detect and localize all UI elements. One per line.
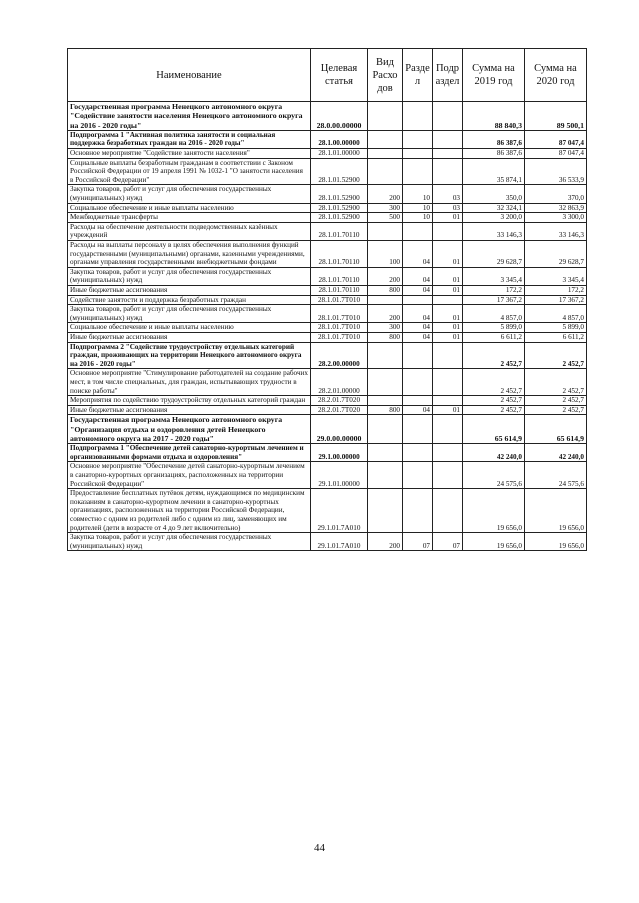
row-sum-2019: 2 452,7	[463, 405, 525, 415]
row-kind: 800	[368, 405, 403, 415]
row-sum-2019: 24 575,6	[463, 462, 525, 489]
header-name: Наименование	[68, 49, 311, 102]
row-sum-2020: 5 899,0	[525, 323, 587, 333]
row-section: 10	[403, 203, 433, 213]
row-target-code: 28.2.01.00000	[311, 369, 368, 396]
row-sum-2019: 33 146,3	[463, 222, 525, 240]
row-subsection	[433, 369, 463, 396]
row-name: Закупка товаров, работ и услуг для обеспечения государственных (муниципальных) нужд	[68, 533, 311, 551]
row-target-code: 28.1.01.7Т010	[311, 295, 368, 305]
row-sum-2019: 29 628,7	[463, 241, 525, 268]
row-sum-2019: 35 874,1	[463, 158, 525, 185]
row-name: Социальное обеспечение и иные выплаты населению	[68, 323, 311, 333]
row-sum-2019: 19 656,0	[463, 533, 525, 551]
row-section	[403, 415, 433, 444]
row-section	[403, 130, 433, 148]
row-target-code: 29.1.01.7А010	[311, 489, 368, 533]
table-row	[68, 267, 587, 285]
row-sum-2019: 6 611,2	[463, 332, 525, 342]
table-row	[68, 462, 587, 489]
row-sum-2019: 32 324,1	[463, 203, 525, 213]
row-sum-2019: 86 387,6	[463, 149, 525, 159]
table-row	[68, 130, 587, 148]
row-kind: 200	[368, 185, 403, 203]
table-row	[68, 342, 587, 369]
row-kind	[368, 462, 403, 489]
row-kind: 100	[368, 241, 403, 268]
row-subsection	[433, 130, 463, 148]
row-subsection	[433, 444, 463, 462]
row-target-code: 29.1.00.00000	[311, 444, 368, 462]
row-section: 04	[403, 267, 433, 285]
row-kind	[368, 444, 403, 462]
row-name: Закупка товаров, работ и услуг для обеспечения государственных (муниципальных) нужд	[68, 267, 311, 285]
row-name: Иные бюджетные ассигнования	[68, 332, 311, 342]
row-sum-2020: 87 047,4	[525, 149, 587, 159]
row-sum-2019: 17 367,2	[463, 295, 525, 305]
row-sum-2019: 2 452,7	[463, 342, 525, 369]
row-sum-2019: 350,0	[463, 185, 525, 203]
row-section	[403, 342, 433, 369]
row-kind: 200	[368, 267, 403, 285]
row-subsection: 01	[433, 241, 463, 268]
row-name: Подпрограмма 1 "Активная политика занятости и социальная поддержка безработных граждан на 2016 - 2020 годы"	[68, 130, 311, 148]
row-kind: 300	[368, 323, 403, 333]
row-section	[403, 462, 433, 489]
row-target-code: 28.1.01.70110	[311, 267, 368, 285]
row-subsection	[433, 102, 463, 131]
row-section: 07	[403, 533, 433, 551]
row-name: Подпрограмма 1 "Обеспечение детей санаторно-курортным лечением и организованными формами отдыха и оздоровления"	[68, 444, 311, 462]
row-sum-2019: 19 656,0	[463, 489, 525, 533]
table-row	[68, 369, 587, 396]
row-subsection: 03	[433, 185, 463, 203]
row-target-code: 28.1.01.52900	[311, 185, 368, 203]
row-name: Социальные выплаты безработным гражданам в соответствии с Законом Российской Федерации от 19 апреля 1991 № 1032-1 "О занятости населения в Российской Федерации"	[68, 158, 311, 185]
row-target-code: 28.1.01.70110	[311, 241, 368, 268]
row-target-code: 28.2.01.7Т020	[311, 396, 368, 406]
row-sum-2020: 2 452,7	[525, 396, 587, 406]
header-sum-2020: Сумма на 2020 год	[525, 49, 587, 102]
row-sum-2020: 17 367,2	[525, 295, 587, 305]
table-row	[68, 295, 587, 305]
row-sum-2020: 2 452,7	[525, 342, 587, 369]
row-sum-2019: 172,2	[463, 285, 525, 295]
page-number: 44	[314, 842, 325, 854]
table-row	[68, 185, 587, 203]
row-target-code: 28.0.00.00000	[311, 102, 368, 131]
row-name: Основное мероприятие "Содействие занятости населения"	[68, 149, 311, 159]
row-subsection: 01	[433, 285, 463, 295]
row-subsection: 01	[433, 305, 463, 323]
row-kind: 800	[368, 332, 403, 342]
table-header-row	[68, 49, 587, 102]
row-subsection	[433, 158, 463, 185]
row-target-code: 28.1.01.7Т010	[311, 332, 368, 342]
row-subsection	[433, 295, 463, 305]
row-subsection	[433, 222, 463, 240]
row-section	[403, 489, 433, 533]
row-target-code: 28.1.01.52900	[311, 158, 368, 185]
table-row	[68, 222, 587, 240]
table-row	[68, 305, 587, 323]
table-row	[68, 533, 587, 551]
row-sum-2020: 32 863,9	[525, 203, 587, 213]
row-kind	[368, 158, 403, 185]
row-subsection: 01	[433, 323, 463, 333]
row-sum-2019: 4 857,0	[463, 305, 525, 323]
row-sum-2019: 3 200,0	[463, 213, 525, 223]
row-kind: 500	[368, 213, 403, 223]
table-row	[68, 102, 587, 131]
row-target-code: 28.1.01.7Т010	[311, 323, 368, 333]
row-section	[403, 158, 433, 185]
row-kind	[368, 489, 403, 533]
row-target-code: 28.1.01.70110	[311, 285, 368, 295]
header-target: Целевая статья	[311, 49, 368, 102]
table-row	[68, 489, 587, 533]
row-section: 10	[403, 213, 433, 223]
row-sum-2020: 3 300,0	[525, 213, 587, 223]
row-target-code: 28.1.00.00000	[311, 130, 368, 148]
row-target-code: 28.1.01.52900	[311, 213, 368, 223]
row-subsection: 01	[433, 405, 463, 415]
table-row	[68, 405, 587, 415]
row-sum-2020: 33 146,3	[525, 222, 587, 240]
row-section: 10	[403, 185, 433, 203]
row-sum-2020: 65 614,9	[525, 415, 587, 444]
row-sum-2020: 3 345,4	[525, 267, 587, 285]
row-sum-2020: 4 857,0	[525, 305, 587, 323]
row-kind: 200	[368, 533, 403, 551]
row-sum-2020: 172,2	[525, 285, 587, 295]
row-name: Расходы на выплаты персоналу в целях обеспечения выполнения функций государственными (муниципальными) органами, казенными учреждениями, органами управления государственными внебюджетными фондами	[68, 241, 311, 268]
header-kind: Вид Расхо дов	[368, 49, 403, 102]
row-subsection: 03	[433, 203, 463, 213]
table-row	[68, 149, 587, 159]
table-row	[68, 203, 587, 213]
table-row	[68, 285, 587, 295]
budget-table	[67, 48, 587, 551]
row-target-code: 28.1.01.52900	[311, 203, 368, 213]
row-sum-2020: 370,0	[525, 185, 587, 203]
header-sum-2019: Сумма на 2019 год	[463, 49, 525, 102]
table-row	[68, 213, 587, 223]
row-name: Иные бюджетные ассигнования	[68, 285, 311, 295]
row-name: Основное мероприятие "Стимулирование работодателей на создание рабочих мест, в том числе специальных, для граждан, испытывающих трудности в поиске работы"	[68, 369, 311, 396]
row-section	[403, 444, 433, 462]
row-sum-2019: 42 240,0	[463, 444, 525, 462]
row-kind	[368, 130, 403, 148]
table-row	[68, 323, 587, 333]
row-subsection: 01	[433, 213, 463, 223]
row-section: 04	[403, 332, 433, 342]
row-name: Государственная программа Ненецкого автономного округа "Содействие занятости населения Ненецкого автономного округа на 2016 - 2020 годы"	[68, 102, 311, 131]
row-kind: 800	[368, 285, 403, 295]
row-sum-2020: 24 575,6	[525, 462, 587, 489]
row-subsection	[433, 149, 463, 159]
row-target-code: 28.1.01.7Т010	[311, 305, 368, 323]
row-subsection: 01	[433, 267, 463, 285]
row-section	[403, 102, 433, 131]
row-sum-2019: 5 899,0	[463, 323, 525, 333]
table-row	[68, 444, 587, 462]
row-name: Содействие занятости и поддержка безработных граждан	[68, 295, 311, 305]
row-kind	[368, 149, 403, 159]
row-sum-2019: 88 840,3	[463, 102, 525, 131]
row-sum-2020: 2 452,7	[525, 405, 587, 415]
row-subsection	[433, 342, 463, 369]
row-name: Подпрограмма 2 "Содействие трудоустройству отдельных категорий граждан, проживающих на территории Ненецкого автономного округа на 2016 - 2020 годы"	[68, 342, 311, 369]
row-name: Расходы на обеспечение деятельности подведомственных казённых учреждений	[68, 222, 311, 240]
row-name: Мероприятия по содействию трудоустройству отдельных категорий граждан	[68, 396, 311, 406]
row-section	[403, 149, 433, 159]
row-section	[403, 396, 433, 406]
row-sum-2019: 2 452,7	[463, 396, 525, 406]
row-sum-2019: 65 614,9	[463, 415, 525, 444]
row-name: Иные бюджетные ассигнования	[68, 405, 311, 415]
row-kind	[368, 415, 403, 444]
row-kind	[368, 102, 403, 131]
row-kind	[368, 342, 403, 369]
row-target-code: 28.2.01.7Т020	[311, 405, 368, 415]
row-subsection: 07	[433, 533, 463, 551]
header-subsection: Подр аздел	[433, 49, 463, 102]
row-section: 04	[403, 323, 433, 333]
row-sum-2020: 42 240,0	[525, 444, 587, 462]
row-section: 04	[403, 285, 433, 295]
header-section: Разде л	[403, 49, 433, 102]
table-row	[68, 241, 587, 268]
row-name: Закупка товаров, работ и услуг для обеспечения государственных (муниципальных) нужд	[68, 305, 311, 323]
table-row	[68, 332, 587, 342]
row-subsection	[433, 396, 463, 406]
row-name: Предоставление бесплатных путёвок детям, нуждающимся по медицинским показаниям в санаторно-курортном лечении в санаторно-курортных организациях, расположенных на территории Российской Федерации, совместно с одним из родителей либо с одним из лиц, заменяющих им родителей (дети в возрасте от 4 до 9 лет включительно)	[68, 489, 311, 533]
row-sum-2020: 2 452,7	[525, 369, 587, 396]
row-sum-2020: 89 500,1	[525, 102, 587, 131]
row-section: 04	[403, 305, 433, 323]
row-kind	[368, 295, 403, 305]
row-name: Основное мероприятие "Обеспечение детей санаторно-курортным лечением в санаторно-курортных организациях, расположенных на территории Российской Федерации"	[68, 462, 311, 489]
row-sum-2020: 19 656,0	[525, 489, 587, 533]
row-section: 04	[403, 405, 433, 415]
row-kind: 300	[368, 203, 403, 213]
row-sum-2019: 3 345,4	[463, 267, 525, 285]
row-kind	[368, 222, 403, 240]
row-name: Закупка товаров, работ и услуг для обеспечения государственных (муниципальных) нужд	[68, 185, 311, 203]
row-sum-2020: 29 628,7	[525, 241, 587, 268]
row-sum-2020: 19 656,0	[525, 533, 587, 551]
row-subsection	[433, 489, 463, 533]
row-sum-2020: 36 533,9	[525, 158, 587, 185]
row-target-code: 29.0.00.00000	[311, 415, 368, 444]
row-name: Межбюджетные трансферты	[68, 213, 311, 223]
row-kind: 200	[368, 305, 403, 323]
row-name: Государственная программа Ненецкого автономного округа "Организация отдыха и оздоровления детей Ненецкого автономного округа на 2017 - 2020 годы"	[68, 415, 311, 444]
row-section	[403, 369, 433, 396]
row-sum-2020: 87 047,4	[525, 130, 587, 148]
row-section	[403, 295, 433, 305]
row-name: Социальное обеспечение и иные выплаты населению	[68, 203, 311, 213]
row-sum-2020: 6 611,2	[525, 332, 587, 342]
row-target-code: 28.2.00.00000	[311, 342, 368, 369]
row-subsection	[433, 415, 463, 444]
row-kind	[368, 369, 403, 396]
row-target-code: 28.1.01.70110	[311, 222, 368, 240]
row-subsection	[433, 462, 463, 489]
row-sum-2019: 86 387,6	[463, 130, 525, 148]
table-row	[68, 396, 587, 406]
row-target-code: 29.1.01.00000	[311, 462, 368, 489]
row-kind	[368, 396, 403, 406]
row-target-code: 29.1.01.7А010	[311, 533, 368, 551]
row-section	[403, 222, 433, 240]
table-row	[68, 158, 587, 185]
row-sum-2019: 2 452,7	[463, 369, 525, 396]
table-row	[68, 415, 587, 444]
row-target-code: 28.1.01.00000	[311, 149, 368, 159]
row-section: 04	[403, 241, 433, 268]
row-subsection: 01	[433, 332, 463, 342]
